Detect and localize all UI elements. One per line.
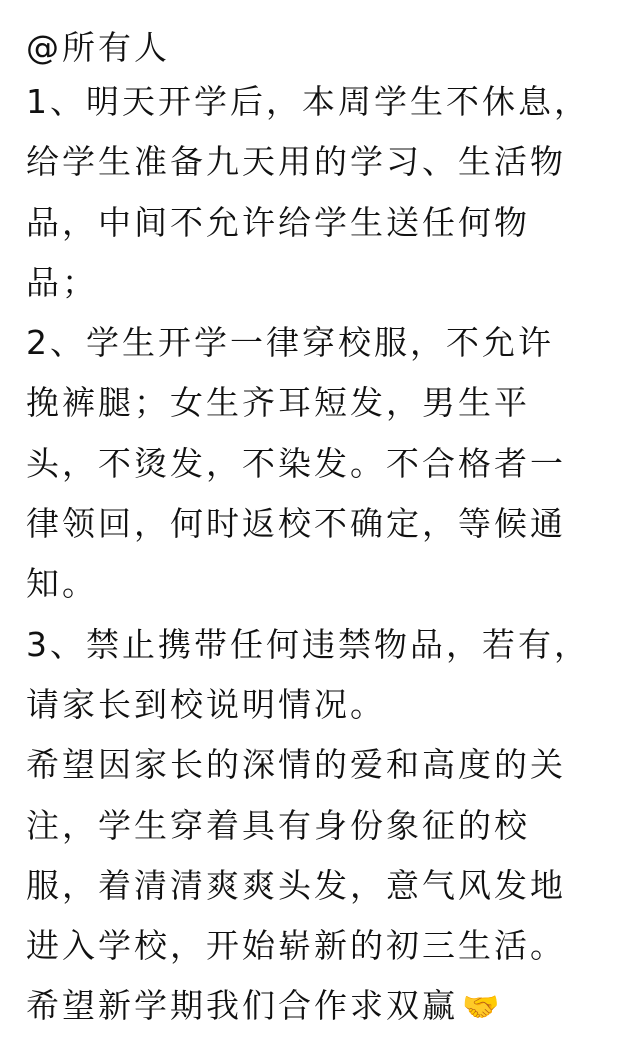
handshake-icon: 🤝 bbox=[462, 989, 503, 1025]
text-line: 挽裤腿；女生齐耳短发，男生平 bbox=[26, 383, 530, 423]
text-line: 品； bbox=[26, 262, 98, 302]
text-line: 进入学校，开始崭新的初三生活。 bbox=[26, 926, 566, 966]
text-line: 头，不烫发，不染发。不合格者一 bbox=[26, 443, 566, 483]
text-line: 请家长到校说明情况。 bbox=[26, 684, 386, 724]
text-line: 2、学生开学一律穿校服，不允许 bbox=[26, 323, 554, 363]
closing-text: 希望新学期我们合作求双赢 bbox=[26, 986, 458, 1026]
text-line: 律领回，何时返校不确定，等候通 bbox=[26, 504, 566, 544]
text-line: 1、明天开学后，本周学生不休息， bbox=[26, 82, 590, 121]
text-line: 品，中间不允许给学生送任何物 bbox=[26, 202, 530, 242]
mention-line: @所有人 bbox=[26, 28, 170, 67]
text-line: 3、禁止携带任何违禁物品，若有， bbox=[26, 624, 590, 664]
text-line: 注，学生穿着具有身份象征的校 bbox=[26, 805, 530, 845]
text-line: 希望因家长的深情的爱和高度的关 bbox=[26, 745, 566, 785]
closing-line bbox=[26, 976, 618, 1036]
text-line: 知。 bbox=[26, 564, 98, 604]
text-line: 服，着清清爽爽头发，意气风发地 bbox=[26, 865, 566, 905]
text-line: 给学生准备九天用的学习、生活物 bbox=[26, 142, 566, 182]
